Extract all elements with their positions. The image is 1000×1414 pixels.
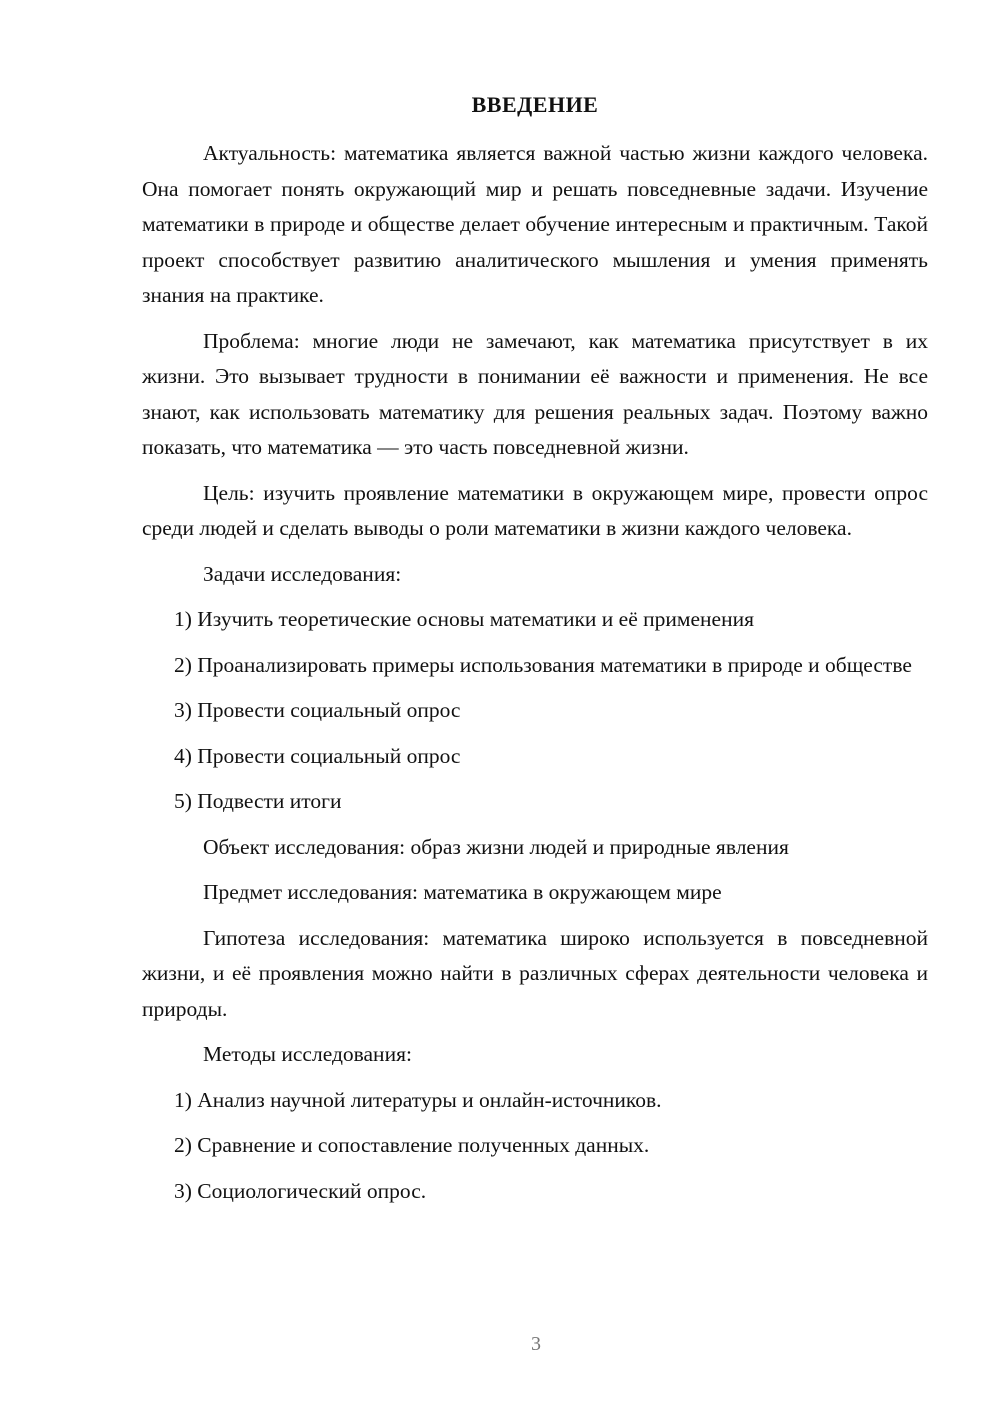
document-page xyxy=(142,92,928,1219)
task-item: 1) Изучить теоретические основы математики и её применения xyxy=(174,607,754,631)
tasks-heading: Задачи исследования: xyxy=(203,561,402,586)
method-item: 2) Сравнение и сопоставление полученных данных. xyxy=(174,1133,650,1157)
task-item: 5) Подвести итоги xyxy=(174,789,342,813)
goal-paragraph: Цель: изучить проявление математики в окружающем мире, провести опрос среди людей и сделать выводы о роли математики в жизни каждого человека. xyxy=(142,480,928,540)
relevance-paragraph: Актуальность: математика является важной частью жизни каждого человека. Она помогает понять окружающий мир и решать повседневные задачи. Изучение математики в природе и обществе делает обучение интересным и практичным. Такой проект способствует развитию аналитического мышления и умения применять знания на практике. xyxy=(142,141,928,307)
methods-heading: Методы исследования: xyxy=(203,1042,412,1066)
task-item: 3) Провести социальный опрос xyxy=(174,698,461,722)
task-item: 2) Проанализировать примеры использования математики в природе и обществе xyxy=(174,652,912,677)
page-number: 3 xyxy=(531,1333,541,1355)
task-item: 4) Провести социальный опрос xyxy=(174,743,461,768)
subject-paragraph: Предмет исследования: математика в окружающем мире xyxy=(203,880,722,904)
method-item: 3) Социологический опрос. xyxy=(174,1178,427,1203)
method-item: 1) Анализ научной литературы и онлайн-источников. xyxy=(174,1087,662,1112)
problem-paragraph: Проблема: многие люди не замечают, как математика присутствует в их жизни. Это вызывает трудности в понимании её важности и применения. Не все знают, как использовать математику для решения реальных задач. Поэтому важно показать, что математика — это часть повседневной жизни. xyxy=(142,328,928,459)
page-title: ВВЕДЕНИЕ xyxy=(471,92,599,117)
object-paragraph: Объект исследования: образ жизни людей и природные явления xyxy=(203,834,789,859)
hypothesis-paragraph: Гипотеза исследования: математика широко используется в повседневной жизни, и её проявления можно найти в различных сферах деятельности человека и природы. xyxy=(142,925,928,1021)
